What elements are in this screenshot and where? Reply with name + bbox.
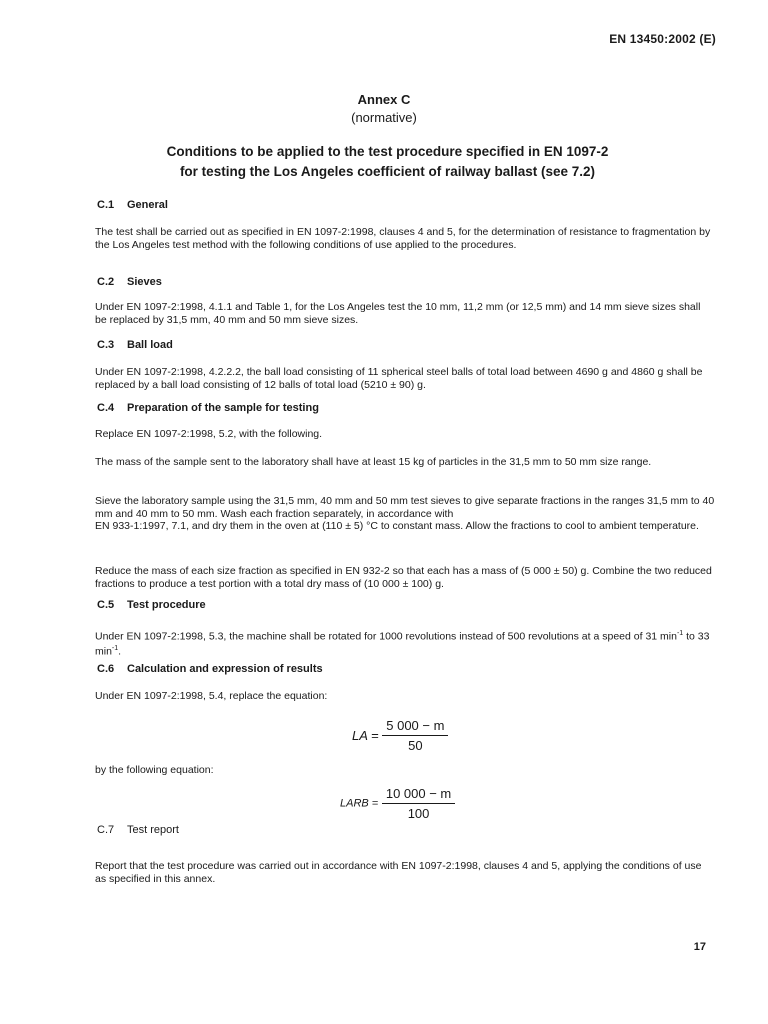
section-title: Test procedure <box>127 599 206 611</box>
section-title: Test report <box>127 824 179 836</box>
section-heading-c1 <box>97 199 168 211</box>
page-number: 17 <box>693 941 706 953</box>
section-title: Sieves <box>127 276 162 288</box>
section-number: C.2 <box>97 276 115 288</box>
section-title: Preparation of the sample for testing <box>127 402 319 414</box>
paragraph-c4-2: The mass of the sample sent to the laboratory shall have at least 15 kg of particles in the 31,5 mm to 50 mm size range. <box>95 456 652 468</box>
equation-denominator: 50 <box>408 738 423 753</box>
paragraph-c6-2: by the following equation: <box>95 764 214 776</box>
section-number: C.3 <box>97 339 115 351</box>
standard-number: EN 13450:2002 (E) <box>609 32 716 46</box>
equation-la <box>352 718 448 753</box>
paragraph-c4-3 <box>95 495 715 533</box>
annex-type: (normative) <box>351 110 417 125</box>
paragraph-c4-1: Replace EN 1097-2:1998, 5.2, with the following. <box>95 428 323 440</box>
section-heading-c5 <box>97 599 206 611</box>
section-heading-c3 <box>97 339 173 351</box>
paragraph-c3: Under EN 1097-2:1998, 4.2.2.2, the ball load consisting of 11 spherical steel balls of total load between 4690 g and 4860 g shall be replaced by a ball load consisting of 12 balls of total load (5210 ± 90) g. <box>95 366 703 391</box>
equation-numerator: 5 000 − m <box>382 718 448 736</box>
paragraph-c5-text: . <box>118 645 122 658</box>
paragraph-c7: Report that the test procedure was carried out in accordance with EN 1097-2:1998, clauses 4 and 5, applying the conditions of use as specified in this annex. <box>95 860 702 885</box>
annex-label: Annex C <box>357 92 411 107</box>
section-number: C.5 <box>97 599 115 611</box>
equation-lhs: LARB = <box>340 797 379 810</box>
equation-numerator: 10 000 − m <box>382 786 455 804</box>
section-heading-c7 <box>97 824 179 836</box>
section-heading-c4 <box>97 402 319 414</box>
paragraph-c4-3a: Sieve the laboratory sample using the 31,5 mm, 40 mm and 50 mm test sieves to give separate fractions in the ranges 31,5 mm to 40 mm and 40 mm to 50 mm. Wash each fraction separately, in accordance with <box>95 495 715 520</box>
paragraph-c2: Under EN 1097-2:1998, 4.1.1 and Table 1, for the Los Angeles test the 10 mm, 11,2 mm (or 12,5 mm) and 14 mm sieve sizes shall be replaced by 31,5 mm, 40 mm and 50 mm sieve sizes. <box>95 301 701 326</box>
equation-lhs: LA = <box>352 728 379 743</box>
section-title: General <box>127 199 168 211</box>
equation-larb <box>340 786 455 821</box>
section-number: C.1 <box>97 199 115 211</box>
section-number: C.4 <box>97 402 115 414</box>
equation-fraction <box>382 786 455 821</box>
paragraph-c1: The test shall be carried out as specified in EN 1097-2:1998, clauses 4 and 5, for the determination of resistance to fragmentation by the Los Angeles test method with the following conditions of use applied to the procedures. <box>95 226 711 251</box>
section-number: C.6 <box>97 663 115 675</box>
paragraph-c6-1: Under EN 1097-2:1998, 5.4, replace the equation: <box>95 690 328 702</box>
section-number: C.7 <box>97 824 115 836</box>
annex-title-line-1: Conditions to be applied to the test procedure specified in EN 1097-2 <box>166 144 609 159</box>
superscript: -1 <box>111 645 119 652</box>
superscript: -1 <box>676 630 684 637</box>
paragraph-c4-3b: EN 933-1:1997, 7.1, and dry them in the oven at (110 ± 5) °C to constant mass. Allow the fractions to cool to ambient temperature. <box>95 520 699 532</box>
section-heading-c2 <box>97 276 162 288</box>
annex-title-line-2: for testing the Los Angeles coefficient of railway ballast (see 7.2) <box>179 164 596 179</box>
equation-denominator: 100 <box>407 806 430 821</box>
section-title: Ball load <box>127 339 173 351</box>
equation-fraction <box>382 718 448 753</box>
section-heading-c6 <box>97 663 323 675</box>
paragraph-c4-4: Reduce the mass of each size fraction as specified in EN 932-2 so that each has a mass of (5 000 ± 50) g. Combine the two reduced fractions to produce a test portion with a total dry mass of (10 000 ± 100) g. <box>95 565 712 590</box>
annex-title <box>110 142 665 182</box>
section-title: Calculation and expression of results <box>127 663 323 675</box>
paragraph-c5 <box>95 628 715 658</box>
paragraph-c5-text: to 33 min <box>95 630 710 658</box>
paragraph-c5-text: Under EN 1097-2:1998, 5.3, the machine shall be rotated for 1000 revolutions instead of 500 revolutions at a speed of 31 min <box>95 630 677 643</box>
